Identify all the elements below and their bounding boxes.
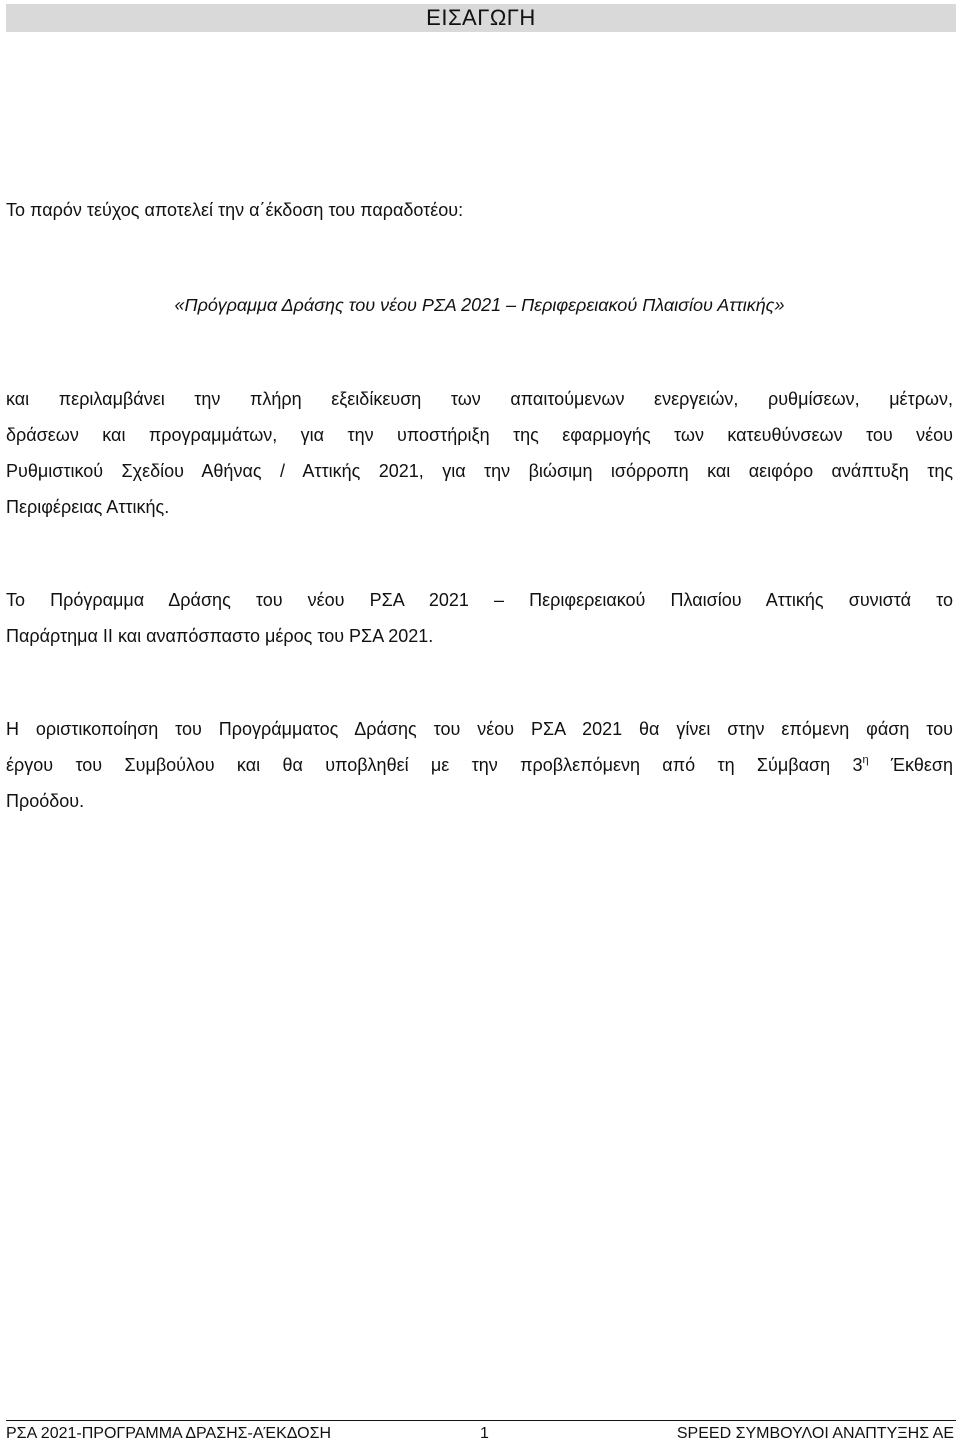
paragraph-1-line-2: δράσεων και προγραμμάτων, για την υποστήριξη της εφαρμογής των κατευθύνσεων του νέου [6, 425, 953, 445]
paragraph-2-line-2: Παράρτημα ΙΙ και αναπόσπαστο μέρος του ΡΣΑ 2021. [6, 626, 434, 646]
footer-document-label: ΡΣΑ 2021-ΠΡΟΓΡΑΜΜΑ ΔΡΑΣΗΣ-ΑΈΚΔΟΣΗ [6, 1425, 332, 1442]
footer-page-number: 1 [480, 1425, 489, 1442]
paragraph-2-line-1: Το Πρόγραμμα Δράσης του νέου ΡΣΑ 2021 – Περιφερειακού Πλαισίου Αττικής συνιστά το [6, 590, 953, 610]
intro-paragraph [6, 192, 953, 228]
section-heading-bar [6, 4, 956, 32]
paragraph-2 [6, 582, 953, 654]
paragraph-3-line-2-text: έργου του Συμβούλου και θα υποβληθεί με την προβλεπόμενη από τη Σύμβαση 3 [6, 755, 863, 775]
paragraph-3-line-2 [6, 747, 953, 783]
paragraph-3 [6, 711, 953, 819]
paragraph-3-line-3: Προόδου. [6, 791, 85, 811]
footer-company: SPEED ΣΥΜΒΟΥΛΟΙ ΑΝΑΠΤΥΞΗΣ ΑΕ [676, 1425, 954, 1442]
paragraph-1 [6, 381, 953, 525]
paragraph-1-line-4: Περιφέρειας Αττικής. [6, 497, 170, 517]
intro-line: Το παρόν τεύχος αποτελεί την α΄έκδοση του παραδοτέου: [6, 200, 464, 220]
footer-divider [6, 1420, 956, 1421]
ordinal-superscript: η [862, 754, 869, 766]
paragraph-1-line-3: Ρυθμιστικού Σχεδίου Αθήνας / Αττικής 2021, για την βιώσιμη ισόρροπη και αειφόρο ανάπτυξη της [6, 461, 953, 481]
document-title: «Πρόγραμμα Δράσης του νέου ΡΣΑ 2021 – Περιφερειακού Πλαισίου Αττικής» [174, 295, 785, 315]
paragraph-1-line-1: και περιλαμβάνει την πλήρη εξειδίκευση των απαιτούμενων ενεργειών, ρυθμίσεων, μέτρων, [6, 389, 953, 409]
section-heading: ΕΙΣΑΓΩΓΗ [426, 5, 536, 30]
paragraph-3-line-2-end: Έκθεση [868, 755, 953, 775]
paragraph-3-line-1: Η οριστικοποίηση του Προγράμματος Δράσης του νέου ΡΣΑ 2021 θα γίνει στην επόμενη φάση του [6, 719, 953, 739]
